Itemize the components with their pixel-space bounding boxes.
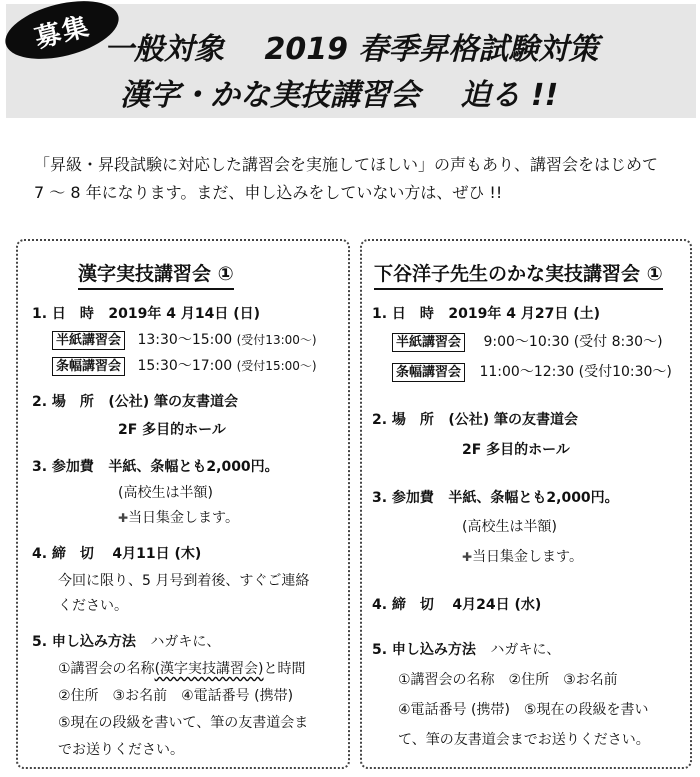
kana-fee-pay: 当日集金します。: [472, 549, 583, 565]
kanji-date-value: 2019年 4 月14日 (日): [108, 306, 260, 322]
cross-mark-icon: ✚: [118, 511, 129, 525]
badge-text: 募集: [31, 11, 94, 54]
kana-apply-3: て、筆の友書道会までお送りください。: [398, 732, 650, 748]
kanji-hall: 2F 多目的ホール: [118, 422, 226, 438]
kanji-date-label: 1. 日 時: [32, 306, 94, 322]
kana-date-row: [372, 305, 600, 323]
kanji-fee-value: 半紙、条幅とも2,000円。: [108, 459, 279, 475]
kana-session-2: [392, 363, 672, 382]
kana-place-value: (公社) 筆の友書道会: [448, 412, 579, 428]
kanji-apply-1-pre: ①講習会の名称: [58, 661, 155, 677]
kanji-workshop-panel: [16, 239, 350, 769]
kanji-session-2-reception: (受付15:00～): [236, 359, 317, 373]
kanji-apply-label: 5. 申し込み方法: [32, 634, 136, 650]
kanji-apply-row: [32, 633, 220, 651]
kanji-fee-pay: 当日集金します。: [128, 510, 239, 526]
intro-line-1: 「昇級・昇段試験に対応した講習会を実施してほしい」の声もあり、講習会をはじめて: [34, 155, 659, 174]
kanji-session-2-label: 条幅講習会: [52, 357, 125, 376]
kana-session-1-label: 半紙講習会: [392, 333, 465, 352]
kanji-apply-1-post: と時間: [263, 661, 306, 677]
kanji-panel-title: 漢字実技講習会 ①: [78, 259, 234, 290]
kanji-session-1-label: 半紙講習会: [52, 331, 125, 350]
kanji-fee-label: 3. 参加費: [32, 459, 94, 475]
kana-session-1-time: 9:00～10:30: [483, 334, 570, 350]
kana-place-label: 2. 場 所: [372, 412, 434, 428]
intro-text: [34, 152, 684, 205]
kanji-session-2-time: 15:30～17:00: [137, 358, 233, 374]
kanji-session-1-time: 13:30～15:00: [137, 332, 233, 348]
kana-panel-title: 下谷洋子先生のかな実技講習会 ①: [374, 259, 663, 290]
kana-session-1: [392, 333, 663, 352]
kana-fee-note: (高校生は半額): [462, 519, 557, 535]
kanji-apply-3: ⑤現在の段級を書いて、筆の友書道会ま: [58, 715, 309, 731]
kana-fee-pay-row: [462, 548, 583, 566]
kana-apply-value: ハガキに、: [490, 642, 561, 658]
kanji-place-row: [32, 393, 238, 411]
kanji-place-value: (公社) 筆の友書道会: [108, 394, 239, 410]
kana-apply-label: 5. 申し込み方法: [372, 642, 476, 658]
kana-session-2-label: 条幅講習会: [392, 363, 465, 382]
cross-mark-icon: ✚: [462, 550, 473, 564]
title-line-2: 漢字・かな実技講習会 迫る !!: [120, 78, 559, 113]
kanji-deadline-row: [32, 545, 201, 563]
intro-line-2: 7 ～ 8 年になります。まだ、申し込みをしていない方は、ぜひ !!: [34, 183, 503, 202]
kana-fee-row: [372, 489, 619, 507]
kana-deadline-label: 4. 締 切: [372, 597, 434, 613]
kana-fee-label: 3. 参加費: [372, 490, 434, 506]
kanji-deadline-note-2: ください。: [58, 598, 128, 614]
kana-apply-2: ④電話番号 (携帯) ⑤現在の段級を書い: [398, 702, 649, 718]
kanji-fee-note: (高校生は半額): [118, 485, 213, 501]
kana-apply-1: ①講習会の名称 ②住所 ③お名前: [398, 672, 618, 688]
kana-place-row: [372, 411, 578, 429]
kanji-fee-pay-row: [118, 509, 239, 527]
kanji-place-label: 2. 場 所: [32, 394, 94, 410]
kanji-session-1-reception: (受付13:00～): [236, 333, 317, 347]
kanji-apply-value: ハガキに、: [150, 634, 221, 650]
kana-date-value: 2019年 4 月27日 (土): [448, 306, 600, 322]
kana-session-1-reception: (受付 8:30～): [573, 334, 663, 350]
kana-session-2-reception: (受付10:30～): [578, 364, 672, 380]
kana-date-label: 1. 日 時: [372, 306, 434, 322]
kanji-deadline-note-1: 今回に限り、5 月号到着後、すぐご連絡: [58, 573, 310, 589]
kana-workshop-panel: [360, 239, 692, 769]
title-line-1: 一般対象 2019 春季昇格試験対策: [104, 32, 599, 67]
kanji-apply-1-name: (漢字実技講習会): [154, 661, 264, 677]
kana-apply-row: [372, 641, 560, 659]
kanji-deadline-label: 4. 締 切: [32, 546, 94, 562]
kana-fee-value: 半紙、条幅とも2,000円。: [448, 490, 619, 506]
kanji-apply-4: でお送りください。: [58, 742, 184, 758]
kanji-fee-row: [32, 458, 279, 476]
kana-deadline-value: 4月24日 (水): [452, 597, 542, 613]
kanji-apply-1: [58, 660, 306, 678]
kana-deadline-row: [372, 596, 541, 614]
kanji-apply-2: ②住所 ③お名前 ④電話番号 (携帯): [58, 688, 294, 704]
kanji-session-2: [52, 357, 317, 376]
kanji-date-row: [32, 305, 260, 323]
kanji-deadline-value: 4月11日 (木): [112, 546, 202, 562]
kana-hall: 2F 多目的ホール: [462, 442, 570, 458]
kana-session-2-time: 11:00～12:30: [479, 364, 575, 380]
kanji-session-1: [52, 331, 317, 350]
